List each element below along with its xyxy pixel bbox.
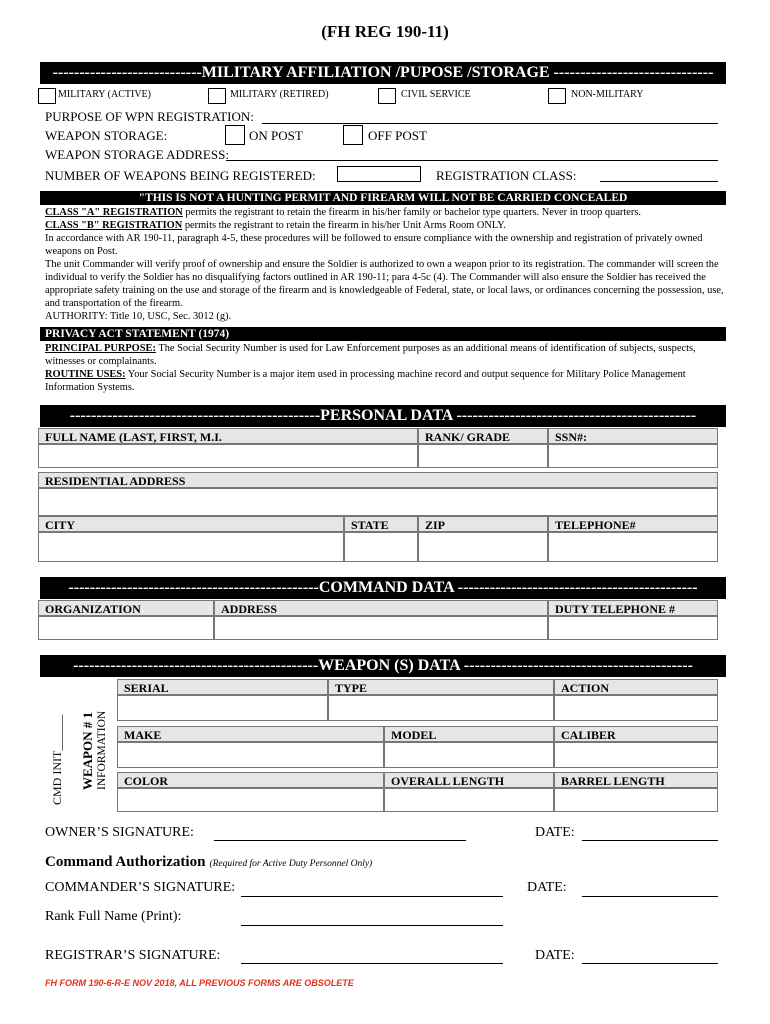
serial-field[interactable] xyxy=(117,695,328,721)
command-authorization-note: (Required for Active Duty Personnel Only) xyxy=(209,859,373,869)
class-b-line xyxy=(45,219,725,232)
command-authorization-label: Command Authorization xyxy=(45,854,206,870)
owner-signature-field[interactable] xyxy=(214,840,466,841)
commander-signature-field[interactable] xyxy=(241,896,503,897)
routine-uses-text: Your Social Security Number is a major item used in processing machine record and output sequence for Military Police Management Information Systems. xyxy=(45,369,686,393)
state-header: STATE xyxy=(344,516,418,532)
on-post-label: ON POST xyxy=(249,128,303,143)
model-field[interactable] xyxy=(384,742,554,768)
full-name-header: FULL NAME (LAST, FIRST, M.I. xyxy=(38,428,418,444)
principal-purpose-label: PRINCIPAL PURPOSE: xyxy=(45,343,156,354)
notice-text-block xyxy=(45,206,725,323)
cmd-init-label: CMD INIT______ xyxy=(50,714,64,805)
registration-class-label: REGISTRATION CLASS: xyxy=(436,168,577,183)
command-authorization-heading xyxy=(45,853,372,871)
rank-full-name-field[interactable] xyxy=(241,925,503,926)
model-header: MODEL xyxy=(384,726,554,742)
type-header: TYPE xyxy=(328,679,554,695)
serial-header: SERIAL xyxy=(117,679,328,695)
ssn-field[interactable] xyxy=(548,444,718,468)
num-weapons-label: NUMBER OF WEAPONS BEING REGISTERED: xyxy=(45,168,316,183)
privacy-act-banner: PRIVACY ACT STATEMENT (1974) xyxy=(40,327,726,341)
military-retired-label: MILITARY (RETIRED) xyxy=(230,89,329,100)
principal-purpose-text: The Social Security Number is used for Law Enforcement purposes as an additional means of identification of subjects, suspects, witnesses or complainants. xyxy=(45,343,696,367)
owner-signature-label: OWNER’S SIGNATURE: xyxy=(45,825,194,840)
rank-field[interactable] xyxy=(418,444,548,468)
residential-address-header: RESIDENTIAL ADDRESS xyxy=(38,472,718,488)
organization-header: ORGANIZATION xyxy=(38,600,214,616)
full-name-field[interactable] xyxy=(38,444,418,468)
caliber-header: CALIBER xyxy=(554,726,718,742)
class-a-text: permits the registrant to retain the firearm in his/her family or bachelor type quarters. Never in troop quarters. xyxy=(182,207,641,218)
weapon-information-label: INFORMATION xyxy=(96,710,108,790)
duty-telephone-field[interactable] xyxy=(548,616,718,640)
command-address-field[interactable] xyxy=(214,616,548,640)
hunting-permit-banner: "THIS IS NOT A HUNTING PERMIT AND FIREARM WILL NOT BE CARRIED CONCEALED xyxy=(40,191,726,205)
form-footer: FH FORM 190-6-R-E NOV 2018, ALL PREVIOUS FORMS ARE OBSOLETE xyxy=(45,978,354,988)
city-field[interactable] xyxy=(38,532,344,562)
registrar-date-field[interactable] xyxy=(582,963,718,964)
routine-uses-label: ROUTINE USES: xyxy=(45,369,126,380)
civil-service-label: CIVIL SERVICE xyxy=(401,89,471,100)
registrar-date-label: DATE: xyxy=(535,948,575,963)
rank-header: RANK/ GRADE xyxy=(418,428,548,444)
zip-field[interactable] xyxy=(418,532,548,562)
owner-date-label: DATE: xyxy=(535,825,575,840)
type-field[interactable] xyxy=(328,695,554,721)
barrel-length-field[interactable] xyxy=(554,788,718,812)
principal-purpose-line xyxy=(45,342,725,368)
non-military-checkbox[interactable] xyxy=(548,88,566,104)
telephone-header: TELEPHONE# xyxy=(548,516,718,532)
action-header: ACTION xyxy=(554,679,718,695)
make-field[interactable] xyxy=(117,742,384,768)
overall-length-header: OVERALL LENGTH xyxy=(384,772,554,788)
personal-data-section-header: -----------------------------------------------PERSONAL DATA --------------------------------------------- xyxy=(40,405,726,427)
barrel-length-header: BARREL LENGTH xyxy=(554,772,718,788)
command-address-header: ADDRESS xyxy=(214,600,548,616)
telephone-field[interactable] xyxy=(548,532,718,562)
registrar-signature-label: REGISTRAR’S SIGNATURE: xyxy=(45,948,221,963)
class-a-line xyxy=(45,206,725,219)
make-header: MAKE xyxy=(117,726,384,742)
weapon-number-label: WEAPON # 1 xyxy=(80,712,95,790)
organization-field[interactable] xyxy=(38,616,214,640)
authority-line: AUTHORITY: Title 10, USC, Sec. 3012 (g). xyxy=(45,311,232,322)
num-weapons-field[interactable] xyxy=(337,166,421,182)
non-military-label: NON-MILITARY xyxy=(571,89,644,100)
military-active-label: MILITARY (ACTIVE) xyxy=(58,89,151,100)
weapon-data-section-header: ----------------------------------------------WEAPON (S) DATA ------------------------------------------- xyxy=(40,655,726,677)
off-post-checkbox[interactable] xyxy=(343,125,363,145)
class-b-label: CLASS "B" REGISTRATION xyxy=(45,220,183,231)
civil-service-checkbox[interactable] xyxy=(378,88,396,104)
residential-address-field[interactable] xyxy=(38,488,718,516)
state-field[interactable] xyxy=(344,532,418,562)
routine-uses-line xyxy=(45,368,725,394)
registration-class-field[interactable] xyxy=(600,181,718,182)
commander-date-label: DATE: xyxy=(527,880,567,895)
form-title: (FH REG 190-11) xyxy=(321,22,449,41)
privacy-text-block xyxy=(45,342,725,394)
city-header: CITY xyxy=(38,516,344,532)
on-post-checkbox[interactable] xyxy=(225,125,245,145)
military-retired-checkbox[interactable] xyxy=(208,88,226,104)
command-data-section-header: -----------------------------------------------COMMAND DATA --------------------------------------------- xyxy=(40,577,726,599)
commander-date-field[interactable] xyxy=(582,896,718,897)
affiliation-section-header: ----------------------------MILITARY AFFILIATION /PUPOSE /STORAGE ------------------------------ xyxy=(40,62,726,84)
military-active-checkbox[interactable] xyxy=(38,88,56,104)
color-field[interactable] xyxy=(117,788,384,812)
duty-telephone-header: DUTY TELEPHONE # xyxy=(548,600,718,616)
storage-address-label: WEAPON STORAGE ADDRESS: xyxy=(45,147,229,162)
registrar-signature-field[interactable] xyxy=(241,963,503,964)
storage-address-field[interactable] xyxy=(226,160,718,161)
ssn-header: SSN#: xyxy=(548,428,718,444)
caliber-field[interactable] xyxy=(554,742,718,768)
rank-full-name-label: Rank Full Name (Print): xyxy=(45,909,182,924)
purpose-label: PURPOSE OF WPN REGISTRATION: xyxy=(45,109,254,124)
color-header: COLOR xyxy=(117,772,384,788)
class-a-label: CLASS "A" REGISTRATION xyxy=(45,207,183,218)
weapon-storage-label: WEAPON STORAGE: xyxy=(45,128,168,143)
commander-signature-label: COMMANDER’S SIGNATURE: xyxy=(45,880,236,895)
commander-paragraph: The unit Commander will verify proof of ownership and ensure the Soldier is authorized to own a weapon prior to its registration. The commander will screen the individual to verify the Soldier has no disqualifying factors outlined in AR 190-11; para 4-5c (4). The Commander will also ensure the Soldier has received the appropriate safety training on the use and storage of the firearm and is knowledgeable of Federal, state, or local laws, or ordinances concerning the possession, use, and transportation of the firearm. xyxy=(45,259,724,309)
procedure-paragraph: In accordance with AR 190-11, paragraph 4-5, these procedures will be followed to ensure compliance with the ownership and registration of privately owned weapons on Post. xyxy=(45,233,703,257)
zip-header: ZIP xyxy=(418,516,548,532)
off-post-label: OFF POST xyxy=(368,128,427,143)
purpose-field[interactable] xyxy=(262,123,718,124)
class-b-text: permits the registrant to retain the firearm in his/her Unit Arms Room ONLY. xyxy=(182,220,506,231)
overall-length-field[interactable] xyxy=(384,788,554,812)
action-field[interactable] xyxy=(554,695,718,721)
owner-date-field[interactable] xyxy=(582,840,718,841)
